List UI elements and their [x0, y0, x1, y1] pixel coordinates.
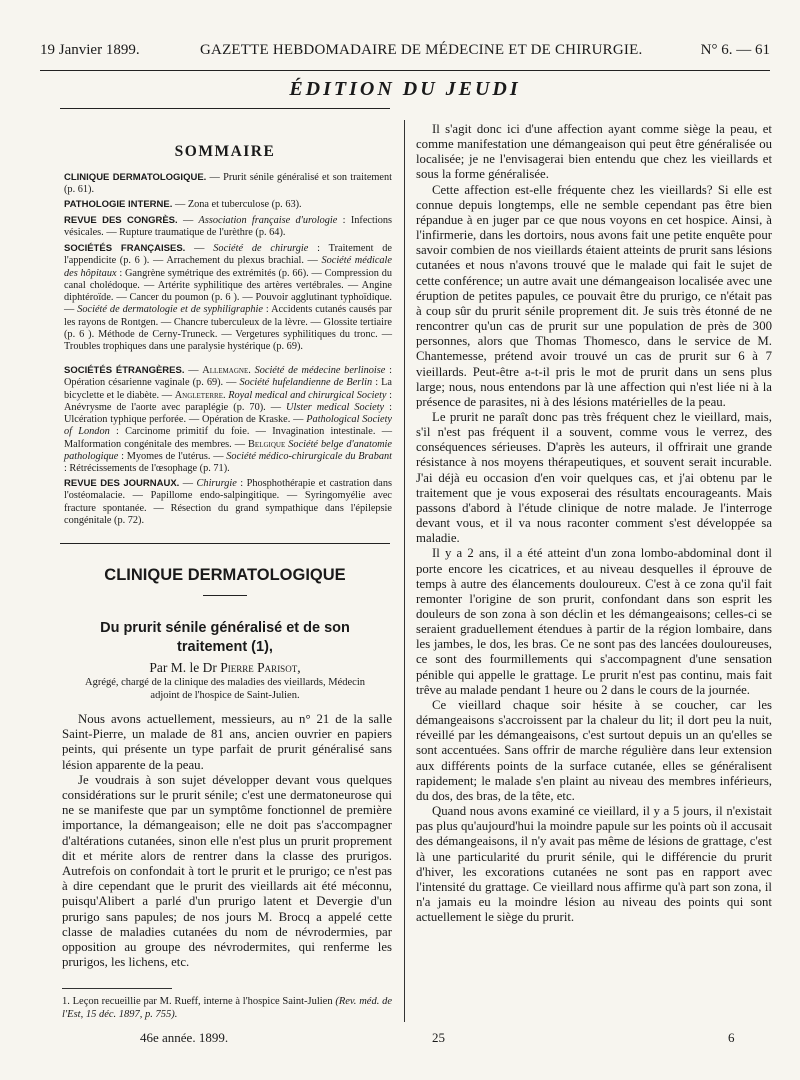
toc-heading: CLINIQUE DERMATOLOGIQUE.	[64, 172, 207, 183]
toc-society: Pathological Society of London	[64, 414, 393, 438]
toc-heading: SOCIÉTÉS ÉTRANGÈRES.	[64, 365, 185, 376]
journal-title: GAZETTE HEBDOMADAIRE DE MÉDECINE ET DE CHIRURGIE.	[200, 42, 643, 58]
footnote-text: 1. Leçon recueillie par M. Rueff, interne à l'hospice Saint-Julien	[62, 996, 336, 1007]
paragraph: Nous avons actuellement, messieurs, au n° 21 de la salle Saint-Pierre, un malade de 81 ans, ancien ouvrier en papiers peints, qui présente un type parfait de prurit généralisé sans lésion apparente de la peau.	[62, 712, 392, 772]
toc-heading: REVUE DES CONGRÈS.	[64, 215, 178, 226]
paragraph: Il s'agit donc ici d'une affection ayant comme siège la peau, et comme manifestation une démangeaison qui peut être généralisée ou localisée; je ne l'envisagerai bien entendu que chez les vieillards et sous la forme généralisée.	[416, 122, 772, 182]
running-head	[40, 42, 770, 66]
toc-entry-pathologie	[64, 199, 392, 211]
toc-text: : Rétrécissements de l'œsophage (p. 71).	[64, 463, 230, 475]
toc-society: Société médico-chirurgicale du Brabant	[226, 451, 392, 463]
toc-country: Belgique	[248, 438, 286, 450]
toc-text: : Gangrène symétrique des extrémités (p. 66). — Compression du canal cholédoque. — Artérite syphilitique des artères vertébrales. — Angine diphtéroïde. — Cancer du poumon (p. 6 ). — Pouvoir agglutinant typhoïdique. —	[64, 267, 392, 316]
author-prefix: Par M. le Dr	[149, 660, 221, 675]
author-name: Pierre Parisot,	[220, 660, 301, 675]
article-body-left	[62, 712, 392, 970]
footer-signature: 6	[728, 1030, 735, 1045]
toc-country: Allemagne.	[202, 365, 251, 376]
toc-text: : Carcinome primitif du foie. — Invagination intestinale. — Malformation congénitale des membres. —	[64, 426, 392, 450]
toc-text: : Phosphothérapie et castration dans l'ostéomalacie. — Papillome endo-salpingitique. — Syringomyélie avec fracture spontanée. — Résection du grand sympathique dans l'épilepsie congénitale (p. 72).	[64, 478, 392, 526]
toc-text: : Accidents cutanés causés par les rayons de Rontgen. — Chancre tuberculeux de la lèvre. — Glossite tertiaire (p. 6 ). Méthode de Cerny-Truneck. — Vergetures syphilitiques du tronc. — Troubles trophiques dans une paralysie hystérique (p. 69).	[64, 304, 393, 353]
toc-society: Société de médecine berlinoise	[254, 365, 386, 376]
toc-text: : Infections vésicales. — Rupture traumatique de l'urèthre (p. 64).	[64, 215, 392, 239]
footnote	[62, 995, 392, 1021]
toc-society: Royal medical and chirurgical Society	[228, 389, 387, 401]
issue-number: N° 6. — 61	[700, 42, 770, 58]
edition-rule	[60, 108, 390, 109]
toc-society: Société hufelandienne de Berlin	[239, 377, 373, 389]
toc-text: : Anévrysme de l'aorte avec paraplégie (p. 70). —	[64, 389, 393, 413]
paragraph: Quand nous avons examiné ce vieillard, il y a 5 jours, il n'existait pas plus qu'aujourd'hui la moindre papule sur les points où il accusait des démangeaisons, il n'y avait pas même de lésions de grattage, c'est là une particularité du prurit sénile, qui le différencie du prurit d'hiver, les excorations cutanées ne sont pas en rapport avec l'intensité du grattage. Ce vieillard nous affirme qu'à part son zona, il n'a jamais eu la moindre lésion au niveau des points qui sont actuellement le siège du prurit.	[416, 804, 772, 925]
toc-text: — Zona et tuberculose (p. 63).	[172, 199, 302, 210]
footer-page-number: 25	[432, 1030, 445, 1045]
article-author	[60, 660, 390, 676]
header-rule	[40, 70, 770, 71]
paragraph: Je voudrais à son sujet développer devant vous quelques considérations sur le prurit sénile; c'est une dermatoneurose qui ne se manifeste que par un symptôme fonctionnel de première importance, la démangeaison; elle ne doit pas s'accompagner d'altérations cutanées, sinon elle n'est plus un prurit proprement dit et mérite alors de rentrer dans la classe des prurigos. Autrefois on confondait à tort le prurit et le prurigo; ce n'est pas à dire cependant que le prurit des vieillards ait été méconnu, puisqu'Alibert a parlé d'un prurigo latent et Devergie d'un prurigo sans papules; de nos jours M. Brocq a appelé cette classe de maladies cutanées du nom de névrodermies, par opposition au groupe des névrodermites, qui renferme les prurigos, les lichens, etc.	[62, 772, 392, 970]
toc-text: : Opération césarienne vaginale (p. 69). —	[64, 365, 392, 389]
paragraph: Cette affection est-elle fréquente chez les vieillards? Si elle est connue depuis longtemps, elle ne semble cependant pas être bien répandue à en juger par ce que nous voyons en cet hospice. Ainsi, à l'infirmerie, dans les dortoirs, nous avons fait une petite enquête pour savoir combien de nos vieillards étaient atteints de prurit sans lésions cutanées et nous n'avons trouvé que le malade qui fait le sujet de cette conférence; un autre avait une démangeaison localisée avec une éruption de petites papules, ce pouvait être du prurigo, ce n'était pas à coup sûr du prurit sénile proprement dit. Je suis très étonné de ne rencontrer qu'un cas de prurit sur une population de près de 300 personnes, alors que Thomas Thomesco, dans le service de M. Chantemesse, prétend avoir trouvé un cas de prurit sur 6 à 7 vieillards. Peut-être a-t-il pris le mot de prurit dans un sens plus large; nous, nous entendons par là une affection qui n'est liée ni à la présence de parasites, ni à des lésions matérielles de la peau.	[416, 182, 772, 409]
toc-text: : Traitement de l'appendicite (p. 6 ). — Arrachement du plexus brachial. —	[64, 243, 392, 267]
footnote-reference: (Rev. méd. de l'Est, 15 déc. 1897, p. 755).	[62, 996, 392, 1020]
section-separator	[60, 543, 390, 544]
toc-heading: PATHOLOGIE INTERNE.	[64, 199, 173, 210]
toc-entry-societes-etrangeres: SOCIÉTÉS ÉTRANGÈRES. — Allemagne. Société de médecine berlinoise : Opération césarienne vaginale (p. 69). — Société hufelandienne de Berlin : La bicyclette et le diabète. — Angleterre. Royal medical and chirurgical Society : Anévrysme de l'aorte avec paraplégie (p. 70). — Ulster medical Society : Ulcération typhique perforée. — Opération de Kraske. — Pathological Society of London : Carcinome primitif du foie. — Invagination intestinale. — Malformation congénitale des membres. — Belgique Société belge d'anatomie pathologique : Myomes de l'utérus. — Société médico-chirurgicale du Brabant : Rétrécissements de l'œsophage (p. 71).	[64, 365, 393, 475]
toc-society: Association française d'urologie	[198, 215, 338, 226]
footer-year: 46e année. 1899.	[140, 1030, 229, 1045]
article-body-right	[416, 122, 772, 925]
page-footer	[40, 1030, 770, 1050]
toc-society: Chirurgie	[196, 478, 237, 489]
toc-heading: REVUE DES JOURNAUX.	[64, 478, 180, 489]
author-affiliation: Agrégé, chargé de la clinique des maladies des vieillards, Médecin adjoint de l'hospice de Saint-Julien.	[85, 677, 365, 701]
toc-text: — Prurit sénile généralisé et son traitement (p. 61).	[64, 172, 392, 196]
toc-society: Société belge d'anatomie pathologique	[64, 438, 392, 463]
toc-society: Société de dermatologie et de syphiligraphie	[77, 304, 263, 316]
toc-text: : Ulcération typhique perforée. — Opération de Kraske. —	[64, 401, 393, 426]
toc-society: Société de chirurgie	[213, 243, 309, 254]
toc-heading: SOCIÉTÉS FRANÇAISES.	[64, 243, 186, 254]
toc-country: Angleterre.	[174, 389, 226, 401]
issue-date: 19 Janvier 1899.	[40, 42, 140, 58]
toc-entry-journaux: REVUE DES JOURNAUX. — Chirurgie : Phosphothérapie et castration dans l'ostéomalacie. — Papillome endo-salpingitique. — Syringomyélie avec fracture spontanée. — Résection du grand sympathique dans l'épilepsie congénitale (p. 72).	[64, 478, 392, 526]
toc-society: Société médicale des hôpitaux	[64, 255, 392, 279]
edition-title: ÉDITION DU JEUDI	[289, 78, 521, 100]
toc-text: : La bicyclette et le diabète. —	[64, 377, 392, 401]
toc-entry-societes-francaises: SOCIÉTÉS FRANÇAISES. — Société de chirurgie : Traitement de l'appendicite (p. 6 ). — Arrachement du plexus brachial. — Société médicale des hôpitaux : Gangrène symétrique des extrémités (p. 66). — Compression du canal cholédoque. — Artérite syphilitique des artères vertébrales. — Angine diphtéroïde. — Cancer du poumon (p. 6 ). — Pouvoir agglutinant typhoïdique. — Société de dermatologie et de syphiligraphie : Accidents cutanés causés par les rayons de Rontgen. — Chancre tuberculeux de la lèvre. — Glossite tertiaire (p. 6 ). Méthode de Cerny-Truneck. — Vergetures syphilitiques du tronc. — Troubles trophiques dans une paralysie hystérique (p. 69).	[64, 243, 393, 353]
toc-entry-dermatologique	[64, 172, 392, 197]
toc-entry-congres: REVUE DES CONGRÈS. — Association française d'urologie : Infections vésicales. — Rupture traumatique de l'urèthre (p. 64).	[64, 215, 392, 239]
paragraph: Il y a 2 ans, il a été atteint d'un zona lombo-abdominal dont il porte encore les cicatrices, et au niveau desquelles il éprouve de temps à autre des élancements douloureux. C'est à ce zona qu'il fait remonter l'origine de son prurit, confondant dans son esprit les douleurs de son zona à son déclin et les démangeaisons; celles-ci se seraient graduellement étendues à partir de la région lombaire, dans les jambes, le dos, les bras. Ce ne sont pas des lancées douloureuses, ce sont des fourmillements qui s'accompagnent d'une sensation pénible qui appelle le grattage. Le prurit n'est pas continu, mais fait trêve au malade pendant 1 heure ou 2 dans le cours de la journée.	[416, 546, 772, 697]
toc-text: : Myomes de l'utérus. —	[118, 451, 227, 463]
section-rule	[203, 595, 247, 596]
footnote-rule	[62, 988, 172, 989]
column-divider	[404, 120, 405, 1022]
article-title: Du prurit sénile généralisé et de son traitement (1),	[100, 620, 350, 655]
section-title: CLINIQUE DERMATOLOGIQUE	[104, 566, 346, 584]
sommaire-title: SOMMAIRE	[174, 143, 276, 160]
paragraph: Le prurit ne paraît donc pas très fréquent chez le vieillard, mais, s'il n'est pas fréquent il a souvent, comme vous le verrez, des conséquences sérieuses. D'après les auteurs, il offrirait une grande résistance à nos moyens thérapeutiques, et souvent serait incurable. J'ai déjà eu occasion d'en voir quelques cas, et j'ai obtenu par le traitement que je vous exposerai des résultats encourageants. Mais passons d'abord à l'étude clinique de notre malade. Je l'interroge devant vous, et il va nous raconter comment s'est développée sa maladie.	[416, 409, 772, 546]
paragraph: Ce vieillard chaque soir hésite à se coucher, car les démangeaisons s'accroissent par la chaleur du lit; il dort peu la nuit, réveillé par les démangeaisons, c'est surtout depuis un an qu'elles se sont accentuées. Sans offrir de marche régulière dans leur extension aux différents points de la surface cutanée, elles se généralisent rapidement; le malade s'en plaint au niveau des membres inférieurs, du dos, des bras, de la tête, etc.	[416, 697, 772, 803]
toc-society: Ulster medical Society	[286, 401, 385, 413]
